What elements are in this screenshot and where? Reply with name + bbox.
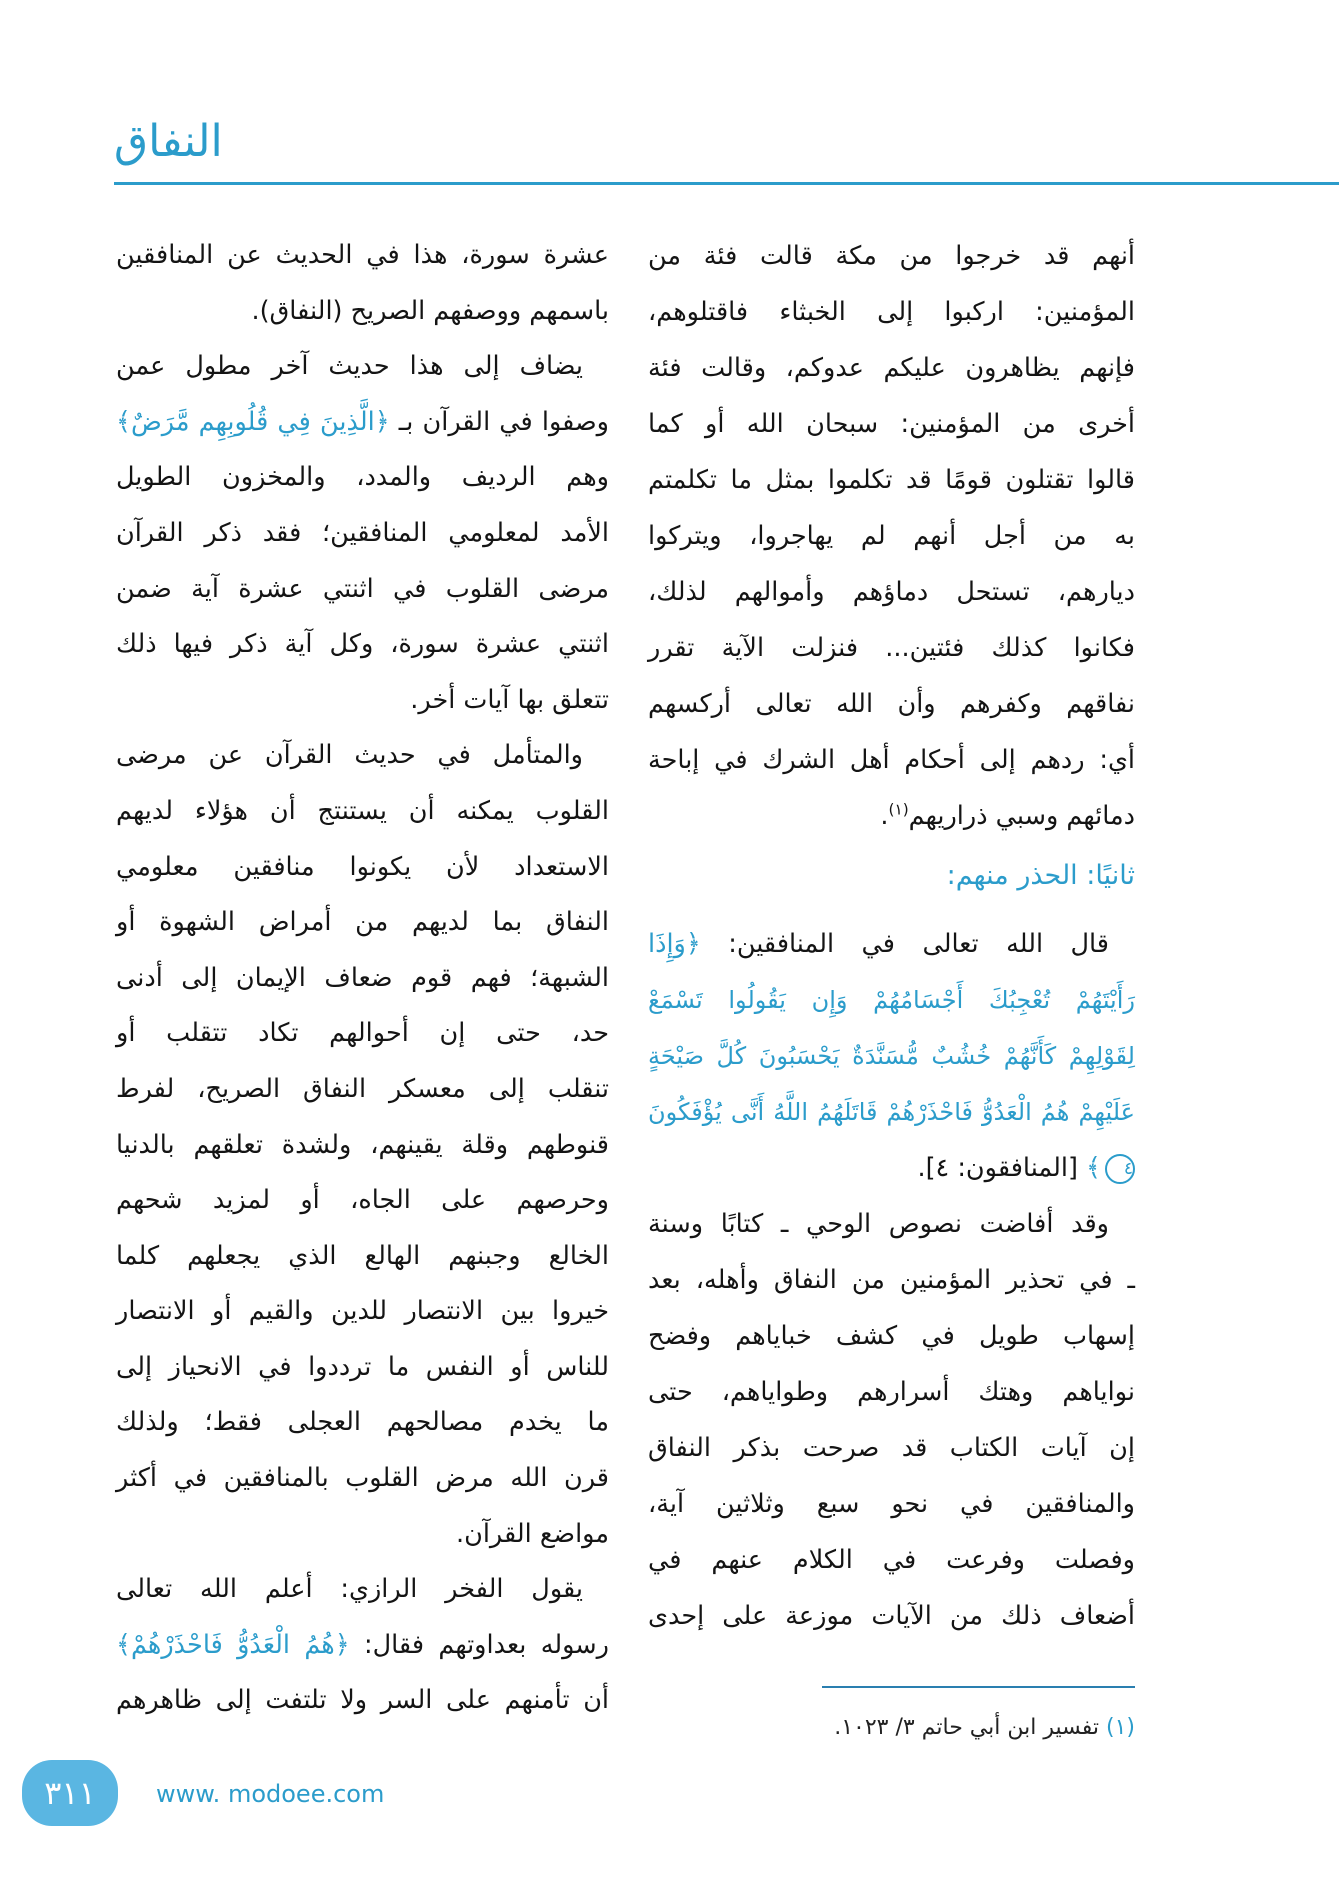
text-line: قنوطهم وقلة يقينهم، ولشدة تعلقهم بالدنيا: [116, 1129, 609, 1160]
website-url: www. modoee.com: [156, 1780, 385, 1808]
text-line: يقول الفخر الرازي: أعلم الله تعالى: [116, 1574, 583, 1605]
quran-verse: ﴿هُمُ الْعَدُوُّ فَاحْذَرْهُمْ﴾: [116, 1629, 350, 1660]
text-line: أي: ردهم إلى أحكام أهل الشرك في إباحة: [648, 745, 1135, 775]
text-line: [648, 916, 1135, 972]
text-line: الشبهة؛ فهم قوم ضعاف الإيمان إلى أدنى: [116, 962, 609, 993]
text-line: وهم الرديف والمدد، والمخزون الطويل: [116, 462, 609, 493]
text-line: باسمهم ووصفهم الصريح (النفاق).: [251, 295, 609, 326]
text-line: والمنافقين في نحو سبع وثلاثين آية،: [648, 1489, 1135, 1519]
text-line: ديارهم، تستحل دماؤهم وأموالهم لذلك،: [648, 577, 1135, 607]
text-line: الاستعداد لأن يكونوا منافقين معلومي: [116, 851, 609, 882]
text-line: أضعاف ذلك من الآيات موزعة على إحدى: [648, 1601, 1135, 1631]
quran-verse: ﴿الَّذِينَ فِي قُلُوبِهِم مَّرَضٌ﴾: [116, 406, 390, 437]
text-line: تتعلق بها آيات أخر.: [410, 684, 609, 715]
quran-verse-line: رَأَيْتَهُمْ تُعْجِبُكَ أَجْسَامُهُمْ وَإِن يَقُولُوا تَسْمَعْ: [648, 986, 1135, 1014]
text-fragment: قال الله تعالى في المنافقين:: [700, 929, 1109, 959]
text-line: نفاقهم وكفرهم وأن الله تعالى أركسهم: [648, 689, 1135, 719]
text-line: القلوب يمكنه أن يستنتج أن هؤلاء لديهم: [116, 795, 609, 826]
text-line: قرن الله مرض القلوب بالمنافقين في أكثر: [116, 1463, 609, 1494]
text-line: وحرصهم على الجاه، أو لمزيد شحهم: [116, 1185, 609, 1216]
text-line: للناس أو النفس ما ترددوا في الانحياز إلى: [116, 1351, 609, 1382]
title-rule: [114, 182, 1339, 185]
verse-citation-line: [648, 1140, 1135, 1196]
footnote: [648, 1708, 1135, 1748]
text-line: وقد أفاضت نصوص الوحي ـ كتابًا وسنة: [648, 1209, 1109, 1239]
footnote-reference: (١): [888, 800, 909, 819]
text-fragment: رسوله بعداوتهم فقال:: [349, 1629, 609, 1660]
text-line: مواضع القرآن.: [456, 1518, 609, 1549]
footnote-text: تفسير ابن أبي حاتم ٣/ ١٠٢٣.: [834, 1715, 1106, 1740]
quran-verse: ﴿وَإِذَا: [648, 929, 701, 959]
text-fragment: .: [880, 801, 889, 831]
text-line: المؤمنين: اركبوا إلى الخبثاء فاقتلوهم،: [648, 297, 1135, 327]
right-column: [648, 228, 1135, 1644]
verse-number-badge: ٤: [1105, 1154, 1135, 1184]
text-line: أن تأمنهم على السر ولا تلتفت إلى ظاهرهم: [116, 1685, 609, 1716]
text-fragment: وصفوا في القرآن بـ: [389, 406, 609, 437]
quran-closing-bracket: ﴾: [1086, 1153, 1101, 1183]
text-line: نواياهم وهتك أسرارهم وطواياهم، حتى: [648, 1377, 1135, 1407]
text-line: [116, 1618, 609, 1674]
quran-verse-line: عَلَيْهِمْ هُمُ الْعَدُوُّ فَاحْذَرْهُمْ قَاتَلَهُمُ اللَّهُ أَنَّى يُؤْفَكُونَ: [648, 1098, 1135, 1126]
text-line: النفاق بما لديهم من أمراض الشهوة أو: [116, 907, 609, 938]
verse-citation: [المنافقون: ٤].: [917, 1153, 1087, 1183]
text-line: أخرى من المؤمنين: سبحان الله أو كما: [648, 409, 1135, 439]
text-line: إسهاب طويل في كشف خباياهم وفضح: [648, 1321, 1135, 1351]
text-line: فكانوا كذلك فئتين... فنزلت الآية تقرر: [648, 633, 1135, 663]
text-line: أنهم قد خرجوا من مكة قالت فئة من: [648, 241, 1135, 271]
page-title: النفاق: [114, 116, 223, 167]
text-line: الخالع وجبنهم الهالع الذي يجعلهم كلما: [116, 1240, 609, 1271]
text-line: حد، حتى إن أحوالهم تكاد تتقلب أو: [116, 1018, 609, 1049]
text-line: مرضى القلوب في اثنتي عشرة آية ضمن: [116, 573, 609, 604]
text-line: إن آيات الكتاب قد صرحت بذكر النفاق: [648, 1433, 1135, 1463]
text-line: فإنهم يظاهرون عليكم عدوكم، وقالت فئة: [648, 353, 1135, 383]
text-line: ـ في تحذير المؤمنين من النفاق وأهله، بعد: [648, 1265, 1135, 1295]
text-line: خيروا بين الانتصار للدين والقيم أو الانتصار: [116, 1296, 609, 1327]
footnote-separator: [822, 1686, 1135, 1688]
footnote-marker: (١): [1105, 1715, 1135, 1740]
text-line: يضاف إلى هذا حديث آخر مطول عمن: [116, 351, 583, 382]
text-line: [648, 788, 1135, 844]
text-line: الأمد لمعلومي المنافقين؛ فقد ذكر القرآن: [116, 517, 609, 548]
left-column: [116, 228, 609, 1729]
text-line: قالوا تقتلون قومًا قد تكلموا بمثل ما تكلمتم: [648, 465, 1135, 495]
text-line: [116, 395, 609, 451]
text-line: اثنتي عشرة سورة، وكل آية ذكر فيها ذلك: [116, 629, 609, 660]
text-fragment: دمائهم وسبي ذراريهم: [908, 801, 1135, 831]
quran-verse-line: لِقَوْلِهِمْ كَأَنَّهُمْ خُشُبٌ مُّسَنَّدَةٌ يَحْسَبُونَ كُلَّ صَيْحَةٍ: [648, 1042, 1135, 1070]
section-heading: ثانيًا: الحذر منهم:: [946, 860, 1135, 891]
text-line: تنقلب إلى معسكر النفاق الصريح، لفرط: [116, 1073, 609, 1104]
text-line: والمتأمل في حديث القرآن عن مرضى: [116, 740, 583, 771]
text-line: وفصلت وفرعت في الكلام عنهم في: [648, 1545, 1135, 1575]
text-line: ما يخدم مصالحهم العجلى فقط؛ ولذلك: [116, 1407, 609, 1438]
text-line: عشرة سورة، هذا في الحديث عن المنافقين: [116, 240, 609, 270]
text-line: به من أجل أنهم لم يهاجروا، ويتركوا: [648, 521, 1135, 551]
page-number-tab: ٣١١: [22, 1760, 118, 1826]
